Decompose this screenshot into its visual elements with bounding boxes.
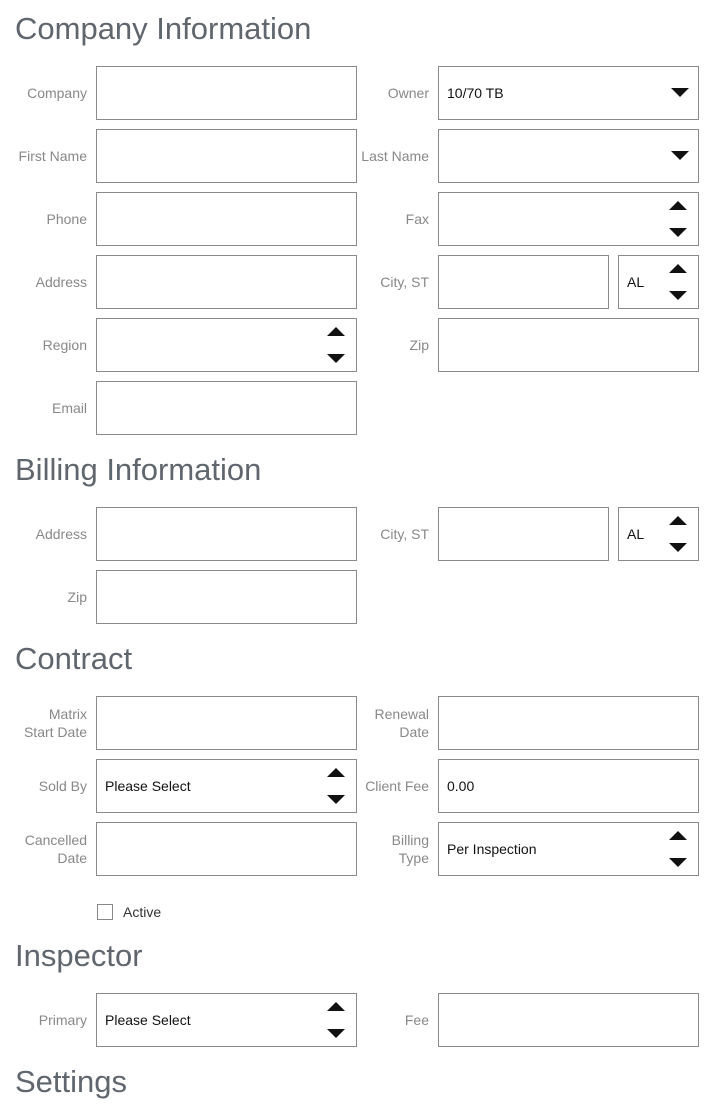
address-label: Address — [35, 274, 87, 290]
active-checkbox[interactable] — [97, 904, 113, 920]
state-value: AL — [627, 274, 645, 290]
billing-state-value: AL — [627, 526, 645, 542]
matrix-start-date-input[interactable] — [96, 696, 357, 750]
owner-value: 10/70 TB — [447, 85, 504, 101]
sold-by-select[interactable] — [96, 759, 357, 813]
primary-inspector-select[interactable] — [96, 993, 357, 1047]
section-title-inspector: Inspector — [15, 938, 143, 973]
billing-state-select[interactable] — [618, 507, 699, 561]
section-title-contract: Contract — [15, 641, 133, 676]
first-name-input[interactable] — [96, 129, 357, 183]
label-line: Billing — [391, 832, 429, 848]
spinner[interactable] — [669, 516, 687, 552]
label-line: Renewal — [374, 706, 429, 722]
address-input[interactable] — [96, 255, 357, 309]
last-name-select[interactable] — [438, 129, 699, 183]
arrow-up-icon[interactable] — [327, 768, 345, 777]
first-name-label: First Name — [18, 148, 87, 164]
primary-label: Primary — [38, 1012, 87, 1028]
fax-input[interactable] — [438, 192, 699, 246]
email-input[interactable] — [96, 381, 357, 435]
matrix-start-date-label — [0, 705, 87, 741]
billing-address-input[interactable] — [96, 507, 357, 561]
arrow-up-icon[interactable] — [327, 1002, 345, 1011]
zip-label: Zip — [409, 337, 429, 353]
billing-address-label: Address — [35, 526, 87, 542]
spinner[interactable] — [669, 264, 687, 300]
region-select[interactable] — [96, 318, 357, 372]
company-label: Company — [27, 85, 87, 101]
renewal-date-label — [340, 705, 429, 741]
section-title-company: Company Information — [15, 11, 312, 46]
arrow-down-icon[interactable] — [327, 795, 345, 804]
section-title-billing: Billing Information — [15, 452, 262, 487]
label-line: Type — [398, 850, 429, 866]
billing-type-value: Per Inspection — [447, 841, 537, 857]
billing-zip-label: Zip — [67, 589, 87, 605]
arrow-up-icon[interactable] — [669, 516, 687, 525]
label-line: Start Date — [23, 724, 87, 740]
arrow-down-icon[interactable] — [669, 543, 687, 552]
fax-label: Fax — [405, 211, 429, 227]
billing-type-label — [340, 831, 429, 867]
label-line: Date — [57, 850, 87, 866]
spinner[interactable] — [669, 831, 687, 867]
arrow-down-icon[interactable] — [669, 291, 687, 300]
spinner[interactable] — [669, 201, 687, 237]
last-name-label: Last Name — [361, 148, 429, 164]
billing-type-select[interactable] — [438, 822, 699, 876]
company-input[interactable] — [96, 66, 357, 120]
phone-input[interactable] — [96, 192, 357, 246]
primary-inspector-value: Please Select — [105, 1012, 191, 1028]
sold-by-value: Please Select — [105, 778, 191, 794]
client-fee-label: Client Fee — [365, 778, 429, 794]
billing-zip-input[interactable] — [96, 570, 357, 624]
city-st-label: City, ST — [380, 274, 429, 290]
arrow-down-icon[interactable] — [327, 354, 345, 363]
inspector-fee-label: Fee — [404, 1012, 429, 1028]
client-fee-value: 0.00 — [447, 778, 475, 794]
arrow-down-icon[interactable] — [669, 858, 687, 867]
chevron-down-icon — [671, 151, 689, 160]
cancelled-date-label — [0, 831, 87, 867]
arrow-down-icon[interactable] — [327, 1029, 345, 1038]
section-title-settings: Settings — [15, 1064, 128, 1099]
zip-input[interactable] — [438, 318, 699, 372]
state-select[interactable] — [618, 255, 699, 309]
city-input[interactable] — [438, 255, 609, 309]
arrow-up-icon[interactable] — [669, 201, 687, 210]
owner-label: Owner — [387, 85, 429, 101]
client-fee-input[interactable] — [438, 759, 699, 813]
active-label: Active — [123, 904, 162, 920]
arrow-up-icon[interactable] — [327, 327, 345, 336]
sold-by-label: Sold By — [38, 778, 87, 794]
billing-city-input[interactable] — [438, 507, 609, 561]
region-label: Region — [42, 337, 87, 353]
renewal-date-input[interactable] — [438, 696, 699, 750]
label-line: Date — [399, 724, 429, 740]
cancelled-date-input[interactable] — [96, 822, 357, 876]
owner-select[interactable] — [438, 66, 699, 120]
arrow-up-icon[interactable] — [669, 264, 687, 273]
arrow-down-icon[interactable] — [669, 228, 687, 237]
phone-label: Phone — [46, 211, 87, 227]
label-line: Cancelled — [24, 832, 87, 848]
chevron-down-icon — [671, 88, 689, 97]
label-line: Matrix — [48, 706, 87, 722]
arrow-up-icon[interactable] — [669, 831, 687, 840]
billing-city-st-label: City, ST — [380, 526, 429, 542]
email-label: Email — [51, 400, 87, 416]
inspector-fee-input[interactable] — [438, 993, 699, 1047]
